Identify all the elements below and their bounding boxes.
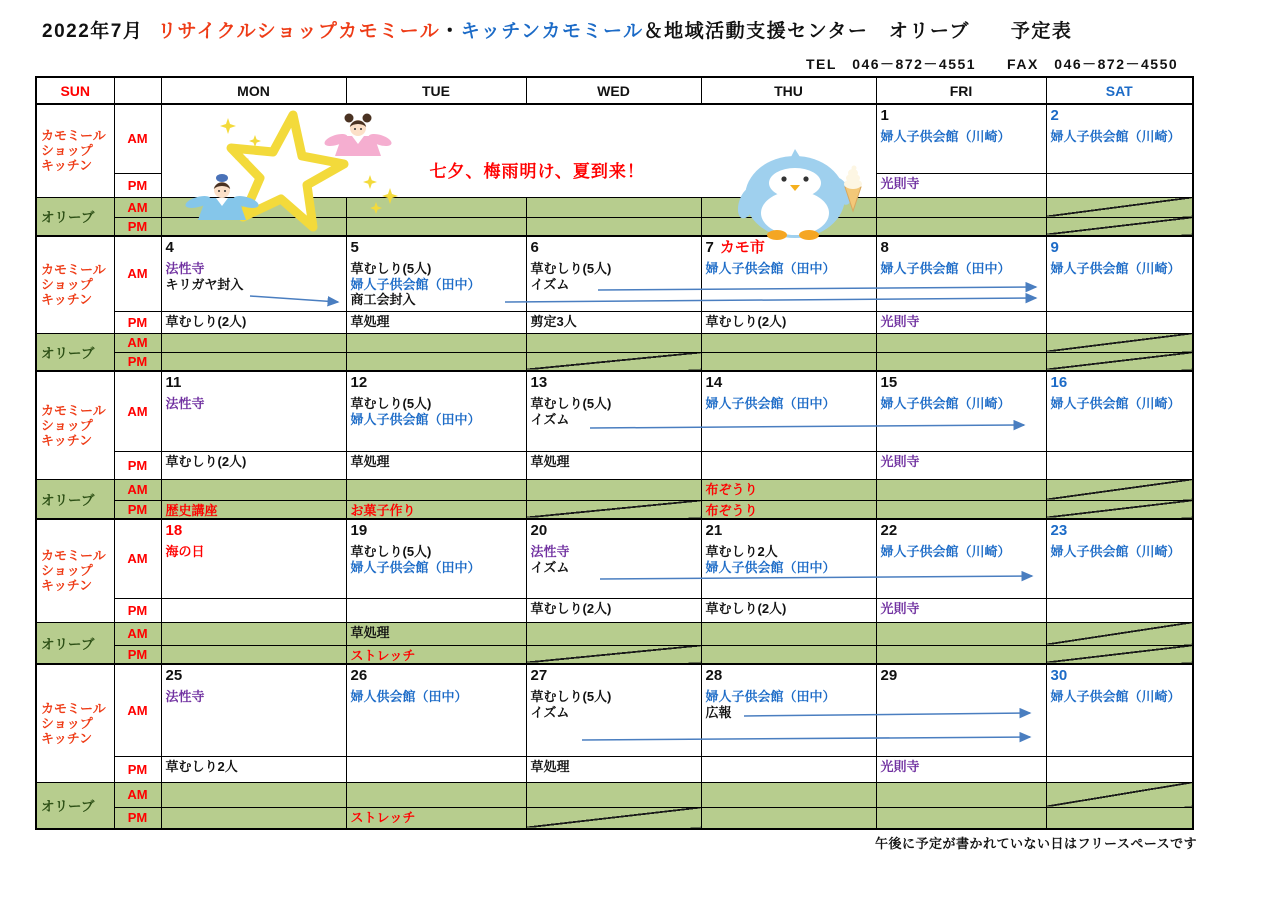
day-number: 18 xyxy=(165,522,183,539)
day-number: 25 xyxy=(165,667,183,684)
day-cell xyxy=(876,782,1046,807)
row-label-chamomile: カモミール ショップ キッチン xyxy=(36,519,114,622)
pm-label: PM xyxy=(114,352,161,371)
row-label-chamomile: カモミール ショップ キッチン xyxy=(36,664,114,782)
day-cell xyxy=(701,352,876,371)
day-cell xyxy=(346,236,526,311)
pm-label: PM xyxy=(114,807,161,829)
day-cell xyxy=(346,371,526,451)
day-number: 20 xyxy=(530,522,548,539)
day-header-fri: FRI xyxy=(876,77,1046,104)
day-cell xyxy=(161,197,346,217)
day-cell xyxy=(1046,236,1193,311)
pm-label: PM xyxy=(114,451,161,479)
am-label: AM xyxy=(114,236,161,311)
day-cell xyxy=(526,622,701,645)
schedule-entry: 婦人子供会館（川崎） xyxy=(880,396,1011,411)
day-cell xyxy=(1046,622,1193,645)
schedule-entry: 草むしり(2人) xyxy=(165,453,247,469)
day-number: 23 xyxy=(1050,522,1068,539)
row-label-chamomile: カモミール ショップ キッチン xyxy=(36,236,114,333)
day-cell xyxy=(876,645,1046,664)
schedule-entry: 草むしり(5人) xyxy=(530,396,612,411)
day-cell xyxy=(161,500,346,519)
schedule-entry: 布ぞうり xyxy=(705,502,758,518)
schedule-entry: 婦人子供会館（川崎） xyxy=(1050,689,1181,704)
schedule-entry: 草むしり(5人) xyxy=(530,689,612,704)
day-cell xyxy=(346,311,526,333)
schedule-entry: 布ぞうり xyxy=(705,481,758,497)
schedule-entry: 法性寺 xyxy=(530,544,570,559)
day-cell xyxy=(876,664,1046,756)
schedule-entry: 婦人子供会館（田中） xyxy=(705,689,836,704)
day-cell xyxy=(876,756,1046,782)
day-cell xyxy=(701,807,876,829)
day-cell xyxy=(701,500,876,519)
day-cell xyxy=(346,500,526,519)
row-label-olive: オリーブ xyxy=(36,622,114,664)
day-cell xyxy=(346,352,526,371)
schedule-entry: イズム xyxy=(530,276,570,292)
day-cell xyxy=(526,479,701,500)
schedule-entry: 婦人子供会館（川崎） xyxy=(880,129,1011,144)
contact-info: TEL 046－872－4551 FAX 046－872－4550 xyxy=(806,56,1179,72)
row-label-chamomile: カモミール ショップ キッチン xyxy=(36,371,114,479)
schedule-entry: 婦人子供会館（田中） xyxy=(350,276,481,292)
day-cell xyxy=(1046,333,1193,352)
day-cell xyxy=(1046,598,1193,622)
day-cell xyxy=(701,333,876,352)
day-cell xyxy=(346,479,526,500)
day-cell xyxy=(526,352,701,371)
schedule-entry: 草処理 xyxy=(530,758,570,774)
day-cell xyxy=(701,598,876,622)
schedule-entry: 婦人子供会館（田中） xyxy=(705,396,836,411)
day-cell xyxy=(346,197,526,217)
day-cell xyxy=(346,756,526,782)
day-number: 6 xyxy=(530,239,539,256)
day-cell xyxy=(161,782,346,807)
title-rest: ＆地域活動支援センター オリーブ 予定表 xyxy=(643,21,1073,42)
day-cell xyxy=(526,311,701,333)
schedule-entry: 法性寺 xyxy=(165,261,205,276)
schedule-entry: 草処理 xyxy=(530,453,570,469)
schedule-entry: 草むしり(5人) xyxy=(530,261,612,276)
day-number: 27 xyxy=(530,667,548,684)
day-number: 1 xyxy=(880,107,889,124)
schedule-entry: 剪定3人 xyxy=(530,313,577,329)
title-recycle-shop: リサイクルショップカモミール xyxy=(157,21,441,42)
row-label-olive: オリーブ xyxy=(36,197,114,236)
schedule-entry: 商工会封入 xyxy=(350,292,416,307)
pm-label: PM xyxy=(114,173,161,197)
schedule-entry: 草むしり(2人) xyxy=(165,313,247,329)
schedule-entry: 光則寺 xyxy=(880,600,920,616)
schedule-entry: 草処理 xyxy=(350,313,390,329)
title-month: 2022年7月 xyxy=(42,21,144,42)
day-cell xyxy=(876,311,1046,333)
day-header-sun: SUN xyxy=(36,77,114,104)
day-number: 8 xyxy=(880,239,889,256)
day-cell xyxy=(161,479,346,500)
schedule-entry: 法性寺 xyxy=(165,396,205,411)
am-label: AM xyxy=(114,104,161,173)
day-cell xyxy=(1046,756,1193,782)
day-cell xyxy=(1046,807,1193,829)
day-cell xyxy=(161,622,346,645)
schedule-entry: イズム xyxy=(530,704,570,720)
day-number: 22 xyxy=(880,522,898,539)
day-cell xyxy=(526,197,701,217)
day-cell xyxy=(876,500,1046,519)
schedule-entry: 草むしり(2人) xyxy=(530,600,612,616)
day-number: 14 xyxy=(705,374,723,391)
day-cell xyxy=(1046,645,1193,664)
day-cell xyxy=(1046,311,1193,333)
pm-label: PM xyxy=(114,311,161,333)
day-cell xyxy=(346,645,526,664)
day-cell xyxy=(1046,479,1193,500)
schedule-entry: 光則寺 xyxy=(880,758,920,774)
pm-label: PM xyxy=(114,598,161,622)
schedule-entry: キリガヤ封入 xyxy=(165,276,244,292)
schedule-entry: 婦人子供会館（田中） xyxy=(705,261,836,276)
schedule-entry: 法性寺 xyxy=(165,689,205,704)
schedule-entry: 光則寺 xyxy=(880,313,920,329)
day-cell xyxy=(526,451,701,479)
day-cell xyxy=(526,807,701,829)
title-dot: ・ xyxy=(440,21,461,42)
row-label-chamomile: カモミール ショップ キッチン xyxy=(36,104,114,197)
schedule-entry: 婦人子供会館（田中） xyxy=(350,411,481,427)
day-cell xyxy=(876,236,1046,311)
day-cell xyxy=(346,451,526,479)
day-cell xyxy=(346,519,526,598)
day-number: 7 カモ市 xyxy=(705,239,765,256)
day-header-sat: SAT xyxy=(1046,77,1193,104)
row-label-olive: オリーブ xyxy=(36,782,114,829)
schedule-table xyxy=(35,76,1194,830)
day-number: 28 xyxy=(705,667,723,684)
day-cell xyxy=(701,451,876,479)
am-label: AM xyxy=(114,197,161,217)
day-cell xyxy=(161,645,346,664)
schedule-entry: 海の日 xyxy=(165,544,205,559)
day-cell xyxy=(876,451,1046,479)
day-cell xyxy=(1046,173,1193,197)
day-cell xyxy=(161,236,346,311)
day-cell xyxy=(161,807,346,829)
schedule-entry: 草むしり(2人) xyxy=(705,313,787,329)
day-cell xyxy=(161,217,346,236)
day-cell xyxy=(1046,371,1193,451)
footnote: 午後に予定が書かれていない日はフリースペースです xyxy=(875,836,1198,851)
schedule-entry: 草むしり(5人) xyxy=(350,396,432,411)
day-cell xyxy=(876,197,1046,217)
day-number: 15 xyxy=(880,374,898,391)
schedule-entry: イズム xyxy=(530,411,570,427)
seasonal-message: 七夕、梅雨明け、夏到来！ xyxy=(429,162,645,181)
schedule-entry: お菓子作り xyxy=(350,502,416,518)
day-cell xyxy=(161,519,346,598)
day-cell xyxy=(161,333,346,352)
day-cell xyxy=(346,664,526,756)
pm-label: PM xyxy=(114,500,161,519)
day-cell xyxy=(701,622,876,645)
day-cell xyxy=(1046,352,1193,371)
schedule-entry: ストレッチ xyxy=(350,809,416,825)
day-cell xyxy=(1046,197,1193,217)
day-cell xyxy=(346,217,526,236)
day-cell xyxy=(876,807,1046,829)
day-cell xyxy=(161,451,346,479)
day-header-wed: WED xyxy=(526,77,701,104)
row-label-olive: オリーブ xyxy=(36,333,114,371)
day-header-tue: TUE xyxy=(346,77,526,104)
schedule-entry: 婦人子供会館（田中） xyxy=(350,559,481,575)
day-cell xyxy=(526,371,701,451)
day-number: 11 xyxy=(165,374,182,391)
pm-label: PM xyxy=(114,756,161,782)
schedule-entry: 婦人子供会館（川崎） xyxy=(1050,544,1181,559)
day-cell xyxy=(701,782,876,807)
schedule-entry: 婦人子供会館（川崎） xyxy=(1050,129,1181,144)
day-cell xyxy=(876,104,1046,173)
schedule-entry: 婦人子供会館（川崎） xyxy=(1050,396,1181,411)
schedule-entry: 草むしり(2人) xyxy=(705,600,787,616)
day-cell xyxy=(526,236,701,311)
week1-illustration-cell xyxy=(161,104,876,197)
day-header-blank xyxy=(114,77,161,104)
day-cell xyxy=(526,782,701,807)
day-cell xyxy=(1046,451,1193,479)
schedule-entry: 歴史講座 xyxy=(165,502,218,518)
day-cell xyxy=(526,500,701,519)
title-kitchen: キッチンカモミール xyxy=(460,21,644,42)
day-cell xyxy=(701,371,876,451)
day-number: 26 xyxy=(350,667,368,684)
day-number: 30 xyxy=(1050,667,1068,684)
day-cell xyxy=(1046,519,1193,598)
day-cell xyxy=(701,664,876,756)
day-cell xyxy=(876,217,1046,236)
day-header-thu: THU xyxy=(701,77,876,104)
day-cell xyxy=(161,664,346,756)
day-cell xyxy=(876,479,1046,500)
am-label: AM xyxy=(114,664,161,756)
day-cell xyxy=(526,756,701,782)
pm-label: PM xyxy=(114,645,161,664)
schedule-entry: 草むしり(5人) xyxy=(350,261,432,276)
day-cell xyxy=(876,371,1046,451)
day-cell xyxy=(876,333,1046,352)
day-cell xyxy=(346,782,526,807)
day-cell xyxy=(701,756,876,782)
schedule-entry: 婦人子供会館（川崎） xyxy=(880,544,1011,559)
row-label-olive: オリーブ xyxy=(36,479,114,519)
schedule-entry: 広報 xyxy=(705,704,732,720)
day-cell xyxy=(161,311,346,333)
day-number: 2 xyxy=(1050,107,1059,124)
day-cell xyxy=(1046,217,1193,236)
day-cell xyxy=(876,598,1046,622)
day-cell xyxy=(701,217,876,236)
schedule-entry: 草処理 xyxy=(350,624,390,640)
day-cell xyxy=(701,236,876,311)
day-cell xyxy=(346,333,526,352)
day-cell xyxy=(876,173,1046,197)
day-cell xyxy=(526,217,701,236)
day-cell xyxy=(701,311,876,333)
day-number: 5 xyxy=(350,239,359,256)
day-cell xyxy=(1046,782,1193,807)
am-label: AM xyxy=(114,479,161,500)
day-cell xyxy=(701,645,876,664)
day-cell xyxy=(161,598,346,622)
day-cell xyxy=(1046,664,1193,756)
am-label: AM xyxy=(114,333,161,352)
schedule-entry: ストレッチ xyxy=(350,647,416,663)
day-cell xyxy=(346,622,526,645)
schedule-entry: 草処理 xyxy=(350,453,390,469)
am-label: AM xyxy=(114,782,161,807)
schedule-entry: 光則寺 xyxy=(880,453,920,469)
day-cell xyxy=(876,519,1046,598)
day-cell xyxy=(526,598,701,622)
pm-label: PM xyxy=(114,217,161,236)
schedule-entry: 光則寺 xyxy=(880,175,920,191)
day-cell xyxy=(161,371,346,451)
day-cell xyxy=(876,352,1046,371)
day-header-mon: MON xyxy=(161,77,346,104)
day-cell xyxy=(701,479,876,500)
day-cell xyxy=(346,807,526,829)
day-number: 9 xyxy=(1050,239,1059,256)
day-number: 13 xyxy=(530,374,548,391)
am-label: AM xyxy=(114,622,161,645)
day-cell xyxy=(526,519,701,598)
day-cell xyxy=(701,197,876,217)
schedule-entry: 婦人供会館（田中） xyxy=(350,689,468,704)
day-cell xyxy=(526,333,701,352)
day-cell xyxy=(1046,104,1193,173)
day-number: 4 xyxy=(165,239,174,256)
am-label: AM xyxy=(114,519,161,598)
schedule-entry: 婦人子供会館（川崎） xyxy=(1050,261,1181,276)
day-cell xyxy=(526,645,701,664)
day-number: 29 xyxy=(880,667,898,684)
day-cell xyxy=(161,756,346,782)
day-cell xyxy=(346,598,526,622)
day-cell xyxy=(526,664,701,756)
day-number: 12 xyxy=(350,374,368,391)
day-cell xyxy=(701,519,876,598)
day-cell xyxy=(876,622,1046,645)
day-number: 16 xyxy=(1050,374,1068,391)
am-label: AM xyxy=(114,371,161,451)
schedule-entry: 草むしり2人 xyxy=(165,758,238,774)
schedule-entry: 婦人子供会館（田中） xyxy=(880,261,1011,276)
day-number: 19 xyxy=(350,522,368,539)
day-cell xyxy=(1046,500,1193,519)
day-event-tag: カモ市 xyxy=(719,239,765,256)
day-cell xyxy=(161,352,346,371)
schedule-entry: イズム xyxy=(530,559,570,575)
schedule-entry: 草むしり(5人) xyxy=(350,544,432,559)
page-title xyxy=(42,16,1072,43)
schedule-entry: 婦人子供会館（田中） xyxy=(705,559,836,575)
schedule-entry: 草むしり2人 xyxy=(705,544,778,559)
day-number: 21 xyxy=(705,522,723,539)
